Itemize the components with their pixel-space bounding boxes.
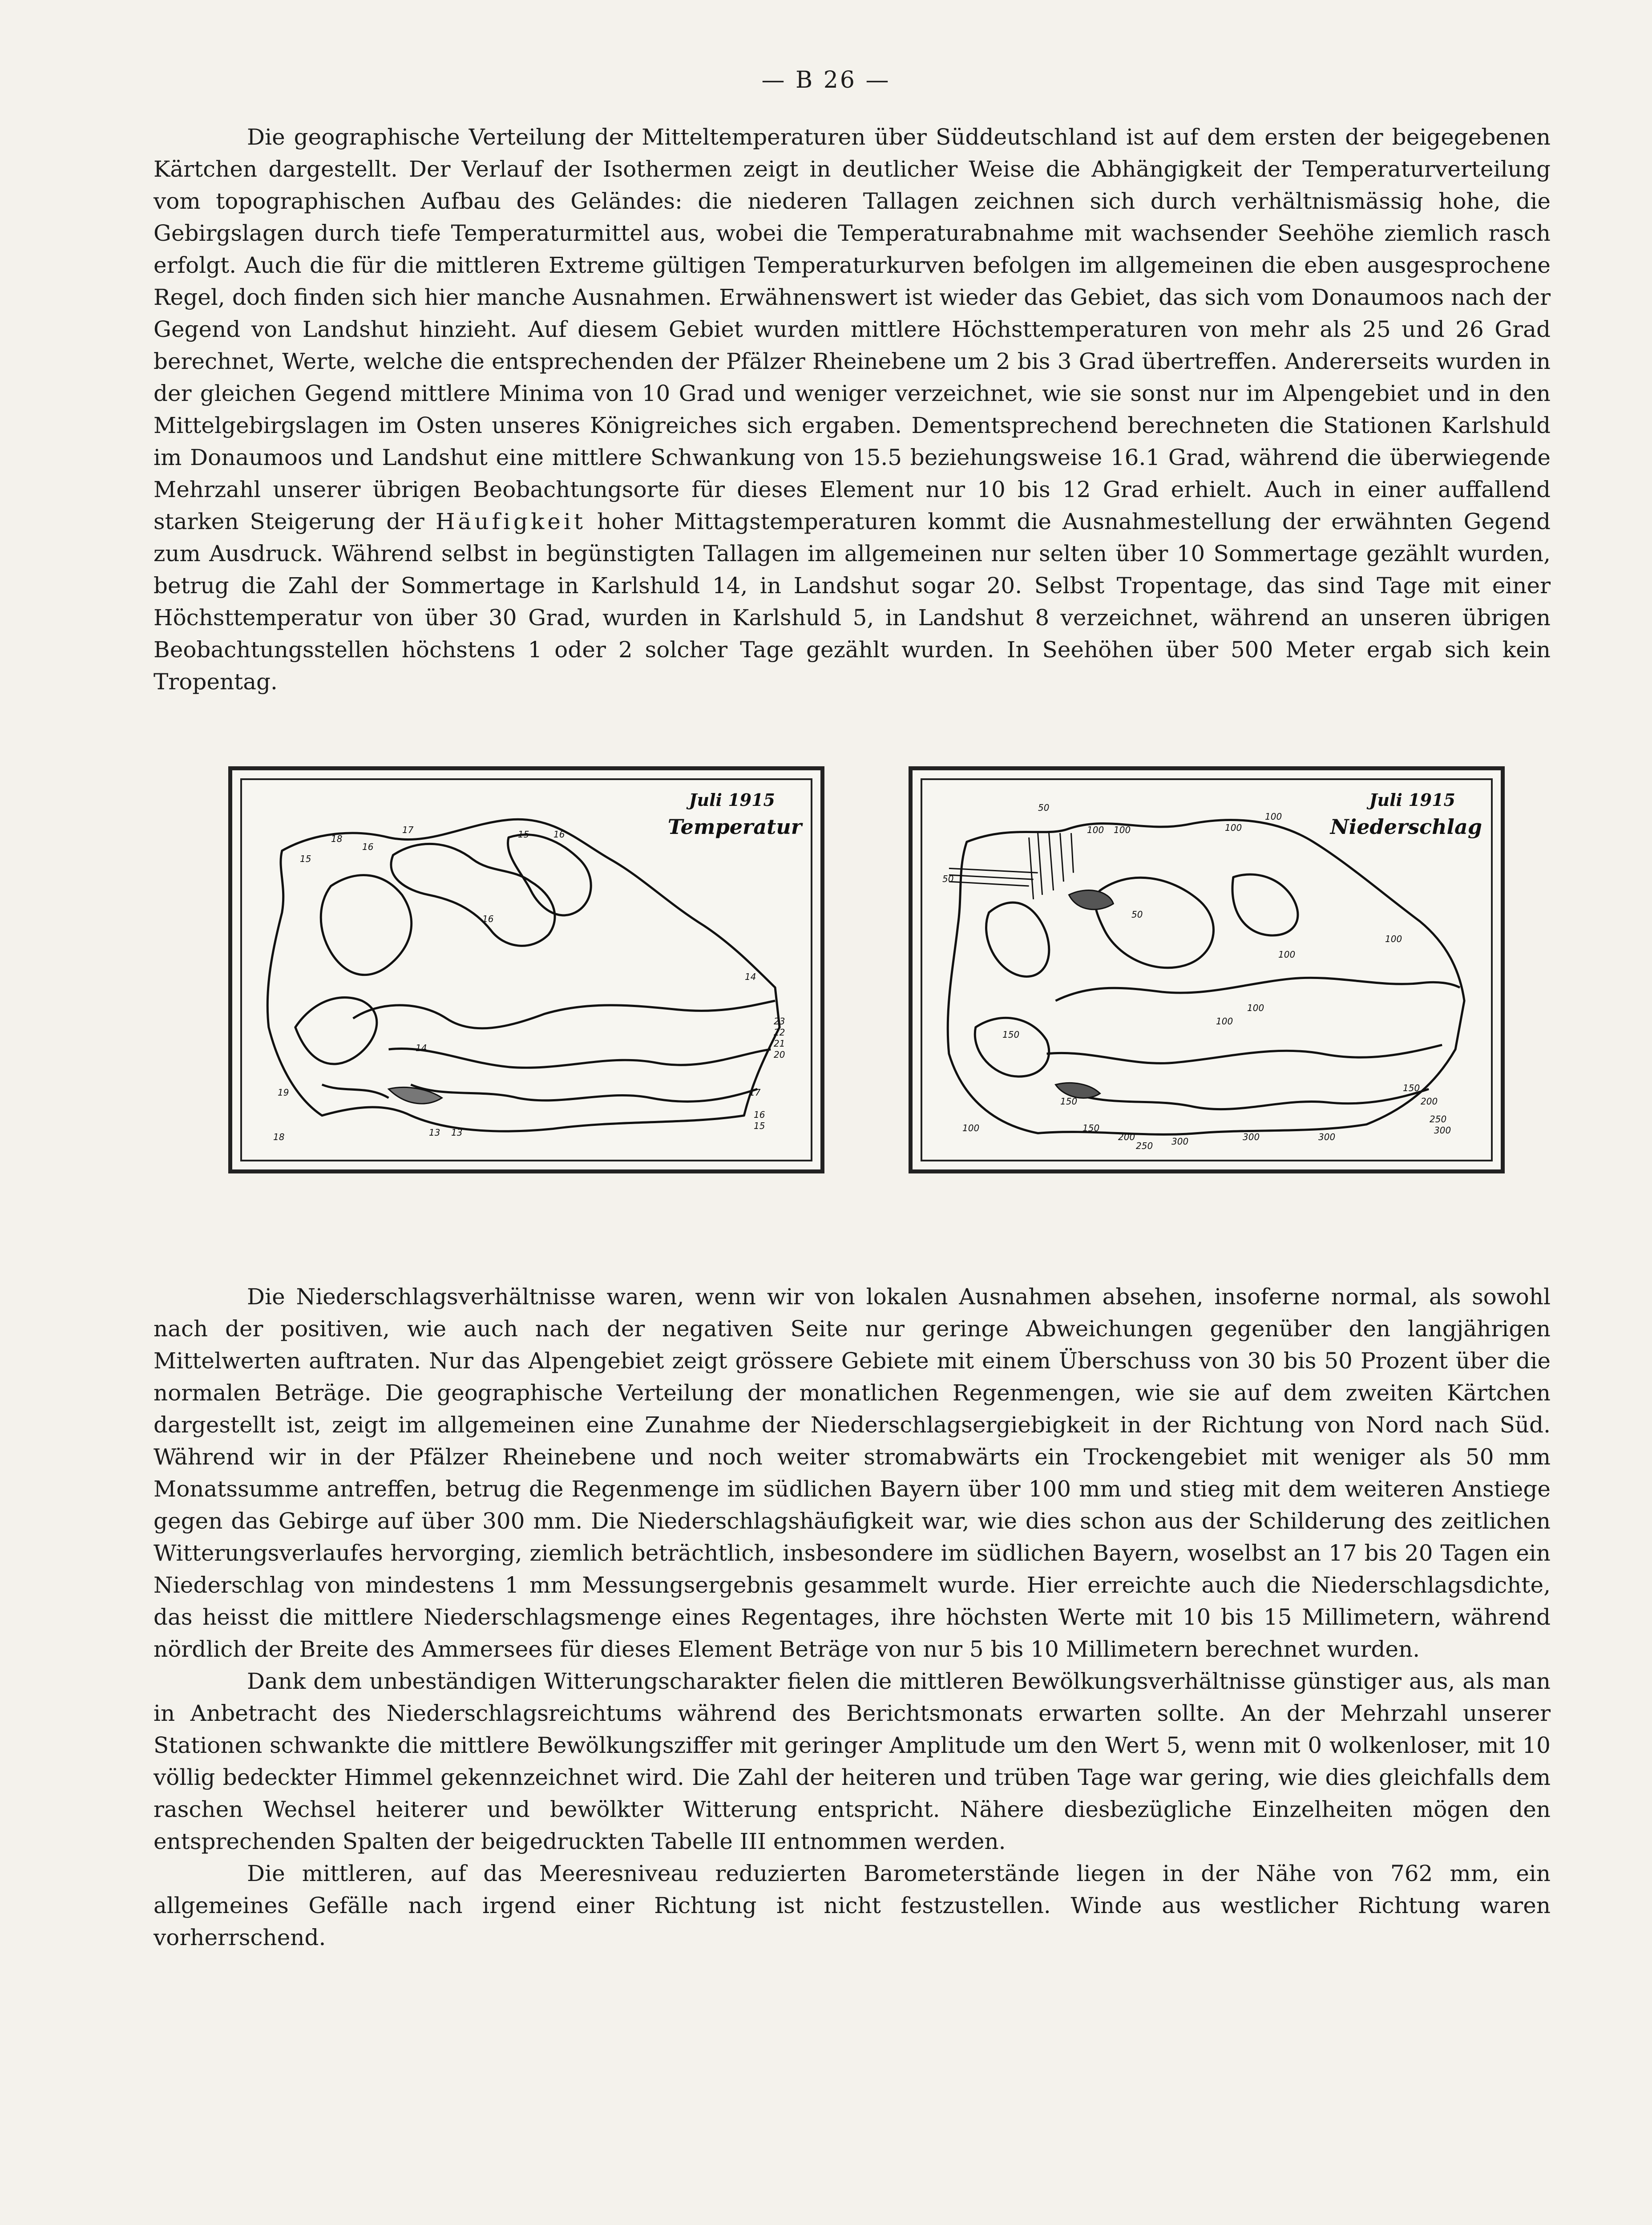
- isotherm-label: 18: [331, 833, 343, 844]
- paragraph-text: hoher Mittagstemperaturen kommt die Ausnahmestellung der erwähnten Gegend zum Ausdruck. Während selbst in begünstigten Tallagen im allgemeinen nur selten über 10 Sommertage gezählt wurden, betrug die Zahl der Sommertage in Karlshuld 14, in Landshut sogar 20. Selbst Tropentage, das sind Tage mit einer Höchsttemperatur von über 30 Grad, wurden in Karlshuld 5, in Landshut 8 verzeichnet, während an unseren übrigen Beobachtungsstellen höchstens 1 oder 2 solcher Tage gezählt wurden. In Seehöhen über 500 Meter ergab sich kein Tropentag.: [153, 509, 1551, 695]
- paragraph-text: Die geographische Verteilung der Mitteltemperaturen über Süddeutschland ist auf dem ersten der beigegebenen Kärtchen dargestellt. Der Verlauf der Isothermen zeigt in deutlicher Weise die Abhängigkeit der Temperaturverteilung vom topographischen Aufbau des Geländes: die niederen Tallagen zeichnen sich durch verhältnismässig hohe, die Gebirgslagen durch tiefe Temperaturmittel aus, wobei die Temperaturabnahme mit wachsender Seehöhe ziemlich rasch erfolgt. Auch die für die mittleren Extreme gültigen Temperaturkurven befolgen im allgemeinen die eben ausgesprochene Regel, doch finden sich hier manche Ausnahmen. Erwähnenswert ist wieder das Gebiet, das sich vom Donaumoos nach der Gegend von Landshut hinzieht. Auf diesem Gebiet wurden mittlere Höchsttemperaturen von mehr als 25 und 26 Grad berechnet, Werte, welche die entsprechenden der Pfälzer Rheinebene um 2 bis 3 Grad übertreffen. Andererseits wurden in der gleichen Gegend mittlere Minima von 10 Grad und weniger verzeichnet, wie sie sonst nur im Alpengebiet und in den Mittelgebirgslagen im Osten unseres Königreiches sich ergaben. Dementsprechend berechneten die Stationen Karlshuld im Donaumoos und Landshut eine mittlere Schwankung von 15.5 beziehungsweise 16.1 Grad, während die überwiegende Mehrzahl unserer übrigen Beobachtungsorte für dieses Element nur 10 bis 12 Grad erhielt. Auch in einer auffallend starken Steigerung der: [153, 124, 1551, 534]
- isohyet-label: 100: [1247, 1003, 1264, 1013]
- isotherm-label: 22: [774, 1027, 785, 1038]
- isotherm-label: 13: [429, 1127, 440, 1138]
- precipitation-map: [909, 766, 1505, 1173]
- isotherm-label: 16: [754, 1109, 765, 1120]
- isotherm-label: 19: [278, 1087, 289, 1098]
- isohyet-label: 100: [1225, 822, 1242, 833]
- isotherm-label: 14: [416, 1043, 427, 1053]
- isotherm-label: 15: [754, 1121, 765, 1131]
- isohyet-label: 300: [1318, 1132, 1336, 1142]
- isotherm-label: 15: [518, 829, 529, 840]
- isohyet-label: 200: [1421, 1096, 1438, 1107]
- isohyet-label: 300: [1243, 1132, 1260, 1142]
- isohyet-label: 250: [1136, 1141, 1153, 1151]
- isohyet-label: 200: [1118, 1132, 1135, 1142]
- isohyet-label: 150: [1403, 1083, 1420, 1093]
- isotherm-label: 18: [273, 1132, 285, 1142]
- paragraph: [153, 121, 1551, 698]
- temperature-map-date: Juli 1915: [689, 790, 775, 810]
- isohyet-label: 100: [1265, 811, 1282, 822]
- isotherm-label: 20: [774, 1049, 785, 1060]
- isohyet-label: 100: [1385, 934, 1402, 944]
- isohyet-label: 150: [1002, 1029, 1020, 1040]
- paragraph: Die Niederschlagsverhältnisse waren, wenn wir von lokalen Ausnahmen absehen, insoferne normal, als sowohl nach der positiven, wie auch nach der negativen Seite nur geringe Abweichungen gegenüber den langjährigen Mittelwerten auftraten. Nur das Alpengebiet zeigt grössere Gebiete mit einem Überschuss von 30 bis 50 Prozent über die normalen Beträge. Die geographische Verteilung der monatlichen Regenmengen, wie sie auf dem zweiten Kärtchen dargestellt ist, zeigt im allgemeinen eine Zunahme der Niederschlagsergiebigkeit in der Richtung von Nord nach Süd. Während wir in der Pfälzer Rheinebene und noch weiter stromabwärts ein Trockengebiet mit weniger als 50 mm Monatssumme antreffen, betrug die Regenmenge im südlichen Bayern über 100 mm und stieg mit dem weiteren Anstiege gegen das Gebirge auf über 300 mm. Die Niederschlagshäufigkeit war, wie dies schon aus der Schilderung des zeitlichen Witterungsverlaufes hervorging, ziemlich beträchtlich, insbesondere im südlichen Bayern, woselbst an 17 bis 20 Tagen ein Niederschlag von mindestens 1 mm Messungsergebnis gesammelt wurde. Hier erreichte auch die Niederschlagsdichte, das heisst die mittlere Niederschlagsmenge eines Regentages, ihre höchsten Werte mit 10 bis 15 Millimetern, während nördlich der Breite des Ammersees für dieses Element Beträge von nur 5 bis 10 Millimetern berechnet wurden.: [153, 1284, 1551, 1662]
- precipitation-map-title: Niederschlag: [1330, 815, 1482, 839]
- isohyet-label: 50: [1131, 909, 1143, 920]
- isotherm-label: 23: [774, 1016, 785, 1027]
- isohyet-label: 150: [1060, 1096, 1078, 1107]
- isohyet-label: 100: [962, 1123, 980, 1133]
- temperature-map-title: Temperatur: [667, 815, 802, 839]
- isohyet-label: 250: [1430, 1114, 1447, 1125]
- precipitation-map-date: Juli 1915: [1369, 790, 1455, 810]
- page-number: — B 26 —: [761, 67, 891, 93]
- top-text-block: [153, 121, 1551, 698]
- isotherm-label: 17: [402, 825, 414, 835]
- isotherm-label: 21: [774, 1038, 785, 1049]
- isotherm-label: 16: [362, 841, 374, 852]
- isohyet-label: 50: [942, 874, 954, 884]
- isotherm-label: 16: [553, 829, 565, 840]
- isotherm-label: 14: [745, 971, 756, 982]
- isotherm-label: 16: [482, 914, 494, 924]
- isotherm-label: 13: [451, 1127, 463, 1138]
- isohyet-label: 50: [1038, 802, 1050, 813]
- paragraph: Dank dem unbeständigen Witterungscharakter fielen die mittleren Bewölkungsverhältnisse günstiger aus, als man in Anbetracht des Niederschlagsreichtums während des Berichtsmonats erwarten sollte. An der Mehrzahl unserer Stationen schwankte die mittlere Bewölkungsziffer mit geringer Amplitude um den Wert 5, wenn mit 0 wolkenloser, mit 10 völlig bedeckter Himmel gekennzeichnet wird. Die Zahl der heiteren und trüben Tage war gering, wie dies gleichfalls dem raschen Wechsel heiterer und bewölkter Witterung entspricht. Nähere diesbezügliche Einzelheiten mögen den entsprechenden Spalten der beigedruckten Tabelle III entnommen werden.: [153, 1668, 1551, 1854]
- isohyet-label: 150: [1082, 1123, 1100, 1133]
- isohyet-label: 100: [1278, 949, 1296, 960]
- bottom-text-block: [153, 1281, 1551, 1954]
- isotherm-label: 17: [749, 1087, 761, 1098]
- isohyet-label: 300: [1434, 1125, 1451, 1136]
- isotherm-label: 15: [300, 854, 311, 864]
- isohyet-label: 100: [1114, 825, 1131, 835]
- paragraph: Die mittleren, auf das Meeresniveau reduzierten Barometerstände liegen in der Nähe von 762 mm, ein allgemeines Gefälle nach irgend einer Richtung ist nicht festzustellen. Winde aus westlicher Richtung waren vorherrschend.: [153, 1861, 1551, 1950]
- isohyet-label: 100: [1216, 1016, 1233, 1027]
- temperature-map: [228, 766, 824, 1173]
- isohyet-label: 100: [1087, 825, 1104, 835]
- isohyet-label: 300: [1171, 1136, 1189, 1147]
- emphasized-word: Häufigkeit: [435, 509, 586, 534]
